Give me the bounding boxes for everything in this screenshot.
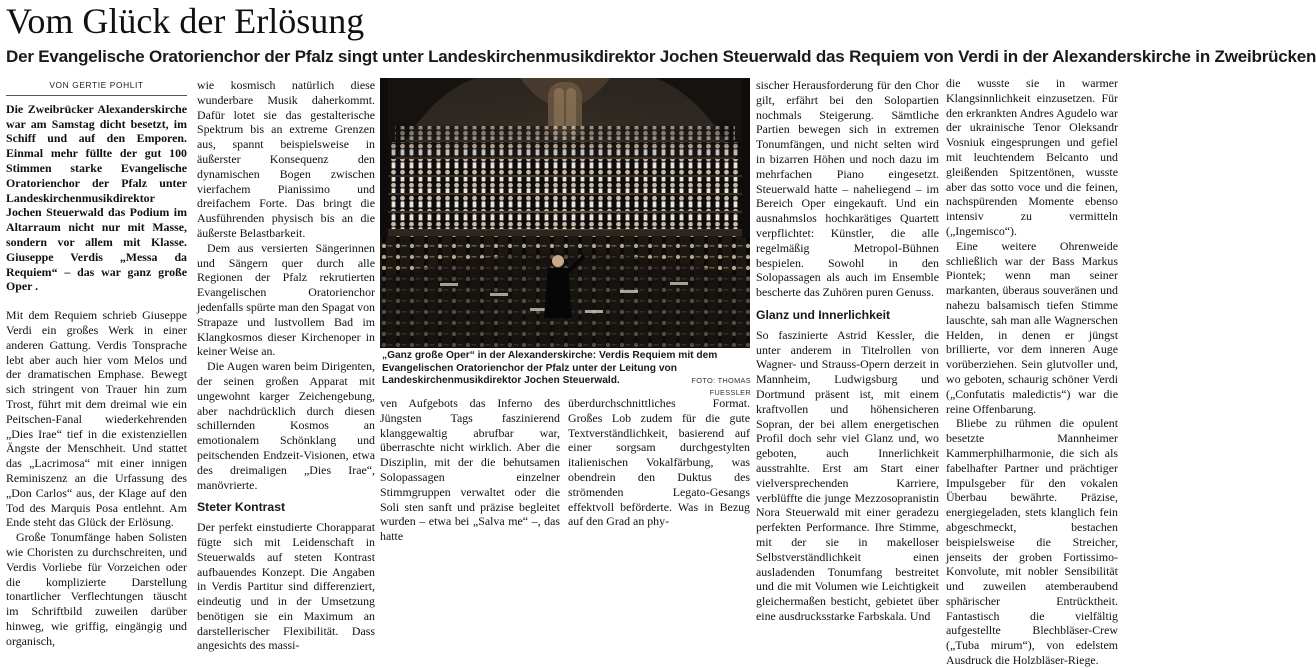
column-3: [756, 78, 939, 623]
column-4-paragraph: Eine weitere Ohrenweide schließlich war der Bass Markus Piontek; wenn man seiner markanten, überaus souveränen und nahezu balsamisch tiefen Stimme lauschte, sah man alle Wagnerschen Helden, in denen er jüngst brillierte, vor dem inneren Auge vorüberziehen. Sein glutvoller und, wo geboten, schaurig schöner Verdi („Confutatis maledictis“) war die reine Offenbarung.: [946, 238, 1118, 416]
subheadline: Der Evangelische Oratorienchor der Pfalz singt unter Landeskirchenmusikdirektor Jochen Steuerwald das Requiem von Verdi in der Alexanderskirche in Zweibrücken: [6, 47, 1316, 66]
column-1: [6, 78, 187, 648]
subtitle-steter-kontrast: Steter Kontrast: [197, 500, 286, 515]
photo-caption: „Ganz große Oper“ in der Alexanderskirche: Verdis Requiem mit dem Evangelischen Oratorienchor der Pfalz unter der Leitung von Landeskirchenmusikdirektor Jochen Steuerwald.: [382, 350, 718, 387]
column-2: [197, 78, 375, 653]
column-3-paragraph: So faszinierte Astrid Kessler, die unter anderem in Titelrollen von Wagner- und Strauss-Opern derzeit in Mannheim, Ludwigsburg und Dortmund präsent ist, mit einem kraftvollen und höhensicheren Sopran, der bei allem energetischen Profil doch sehr viel Glanz und, wo geboten, auch Innerlichkeit ausstrahlte. Erst am Start einer vielversprechenden Karriere, verblüffte die junge Mezzosopranistin Nora Steuerwald mit einer geradezu perfekten Performance. Ihre Stimme, mit der sie in makelloser Selbstverständlichkeit einen ausladenden Tonumfang bestreitet und die mit Volumen wie Leichtigkeit gleichermaßen besticht, gebietet über eine ausdrucksstarke Farbskala. Und: [756, 327, 939, 623]
middle-2-paragraph: überdurchschnittliches Format. Großes Lob zudem für die gute Textverständlichkeit, basierend auf einer sorgsam durchgestylten italienischen Vokalfärbung, was obendrein den Duktus des strömenden Legato-Gesangs effektvoll beförderte. Was in Bezug auf den Grad an phy-: [568, 396, 750, 529]
column-4-paragraph: Bliebe zu rühmen die opulent besetzte Mannheimer Kammerphilharmonie, die sich als fabelhafter Partner und prächtiger Impulsgeber für den vokalen Überbau bewährte. Präzise, energiegeladen, stets klanglich fein abgeschmeckt, bestachen beispielsweise die Streicher, jenseits der groben Fortissimo-Konvolute, mit nobler Sensibilität und zuweilen atemberaubend sphärischer Entrücktheit. Fantastisch die vielfältig aufgestellte Blechbläser-Crew („Tuba mirum“), von edelstem Ausdruck die Holzbläser-Riege.: [946, 416, 1118, 668]
column-1-paragraph: Mit dem Requiem schrieb Giuseppe Verdi ein großes Werk in einer anderen Gattung. Verdis Tonsprache lebt aber auch hier vom Melos und der dramatischen Emphase. Bewegt sich stringent von Trauer hin zum Trost, führt mit dem dreimal wie ein Peitschen-Fanal wiederkehrenden „Dies Irae“ tief in die existenziellen Ängste der Menschheit. Und stattet das „Lacrimosa“ mit einer innigen Reminiszenz an die Urfassung des „Don Carlos“ aus, der Klage auf den Tod des Marquis Posa entlehnt. Am Ende steht das Glück der Erlösung.: [6, 308, 187, 530]
photo-credit: FOTO: THOMAS FUESSLER: [691, 376, 751, 397]
column-4-paragraph: die wusste sie in warmer Klangsinnlichkeit einzusetzen. Für den erkrankten Andres Agudelo war der ukrainische Tenor Oleksandr Vosniuk eingesprungen und gefiel mit leuchtendem Belcanto und gleißenden Spitzentönen, wusste aber das sotto voce und die feinen, nachspürenden Momente ebenso intensiv zu vermitteln („Ingemisco“).: [946, 76, 1118, 238]
lead-paragraph: Die Zweibrücker Alexanderskirche war am Samstag dicht besetzt, im Schiff und auf den Emporen. Einmal mehr füllte der gut 100 Stimmen starke Evangelische Oratorienchor der Pfalz unter Landeskirchenmusikdirektor Jochen Steuerwald das Podium im Altarraum nicht nur mit Masse, sondern vor allem mit Klasse. Giuseppe Verdis „Messa da Requiem“ – das war ganz große Oper .: [6, 101, 187, 294]
middle-column-1: [380, 396, 560, 544]
column-3-paragraph: sischer Herausforderung für den Chor gilt, erfährt bei den Solopartien nochmals Steigerung. Sämtliche Partien bewegen sich in extremen Tonumfängen, und nicht selten wird in bizarren Höhen und noch dazu im mehrfachen Piano eingesetzt. Steuerwald hatte – naheliegend – im Bereich Oper eingekauft. Und ein ausnahmslos hochkarätiges Quartett verpflichtet: Künstler, die alle regelmäßig Metropol-Bühnen bespielen. Sowohl in den Solopassagen als auch im Ensemble bescherte das Zuhören puren Genuss.: [756, 78, 939, 300]
column-2-paragraph: wie kosmisch natürlich diese wunderbare Musik daherkommt. Dafür lotet sie das gestalterische Spektrum bis an extreme Grenzen aus, spannt beispielsweise in äußerster Konsequenz den dynamischen Bogen zwischen vierfachem Pianissimo und dreifachem Forte. Das bringt die Ausführenden physisch bis an die äußerste Belastbarkeit.: [197, 78, 375, 240]
choir-orchestra-image: [380, 78, 750, 348]
author-byline: VON GERTIE POHLIT: [6, 78, 187, 96]
middle-column-2: [568, 396, 750, 529]
column-2-paragraph: Der perfekt einstudierte Chorapparat fügte sich mit Leidenschaft in Steuerwalds auf steten Kontrast aufbauendes Konzept. Die Angaben in Verdis Partitur sind differenziert, eindeutig und in der Umsetzung benötigen sie ein Maximum an darstellerischer Flexibilität. Dass angesichts des massi-: [197, 520, 375, 653]
subtitle-glanz-und-innerlichkeit: Glanz und Innerlichkeit: [756, 307, 891, 322]
headline: Vom Glück der Erlösung: [6, 1, 365, 41]
concert-photo: [380, 78, 750, 348]
column-1-paragraph: Große Tonumfänge haben Solisten wie Choristen zu durchschreiten, und Verdis Vorliebe für Vorzeichen oder die komplizierte Darstellung tonartlicher Verflechtungen täuscht im Schriftbild zuweilen darüber hinweg, wie griffig, eingängig und organisch,: [6, 530, 187, 648]
column-2-paragraph: Die Augen waren beim Dirigenten, der seinen großen Apparat mit ungewohnt karger Zeichengebung, aber nachdrücklich durch diesen schillernden Kosmos an emotionalem Schönklang und peitschenden Endzeit-Visionen, etwa des dreimaligen „Dies Irae“, manövrierte.: [197, 359, 375, 492]
column-2-paragraph: Dem aus versierten Sängerinnen und Sängern quer durch alle Regionen der Pfalz rekrutierten Evangelischen Oratorienchor jedenfalls spürte man den Spagat von Strapaze und lustvollem Bad im Klangkosmos dieser Kirchenoper in keiner Weise an.: [197, 240, 375, 359]
middle-1-paragraph: ven Aufgebots das Inferno des Jüngsten Tags faszinierend klanggewaltig abrufbar war, überraschte nicht wirklich. Aber die Disziplin, mit der die behutsamen Solopassagen einzelner Stimmgruppen verwaltet oder die Soli sten sanft und präzise begleitet wurden – etwa bei „Salva me“ –, das hatte: [380, 396, 560, 544]
column-4: [946, 76, 1118, 668]
